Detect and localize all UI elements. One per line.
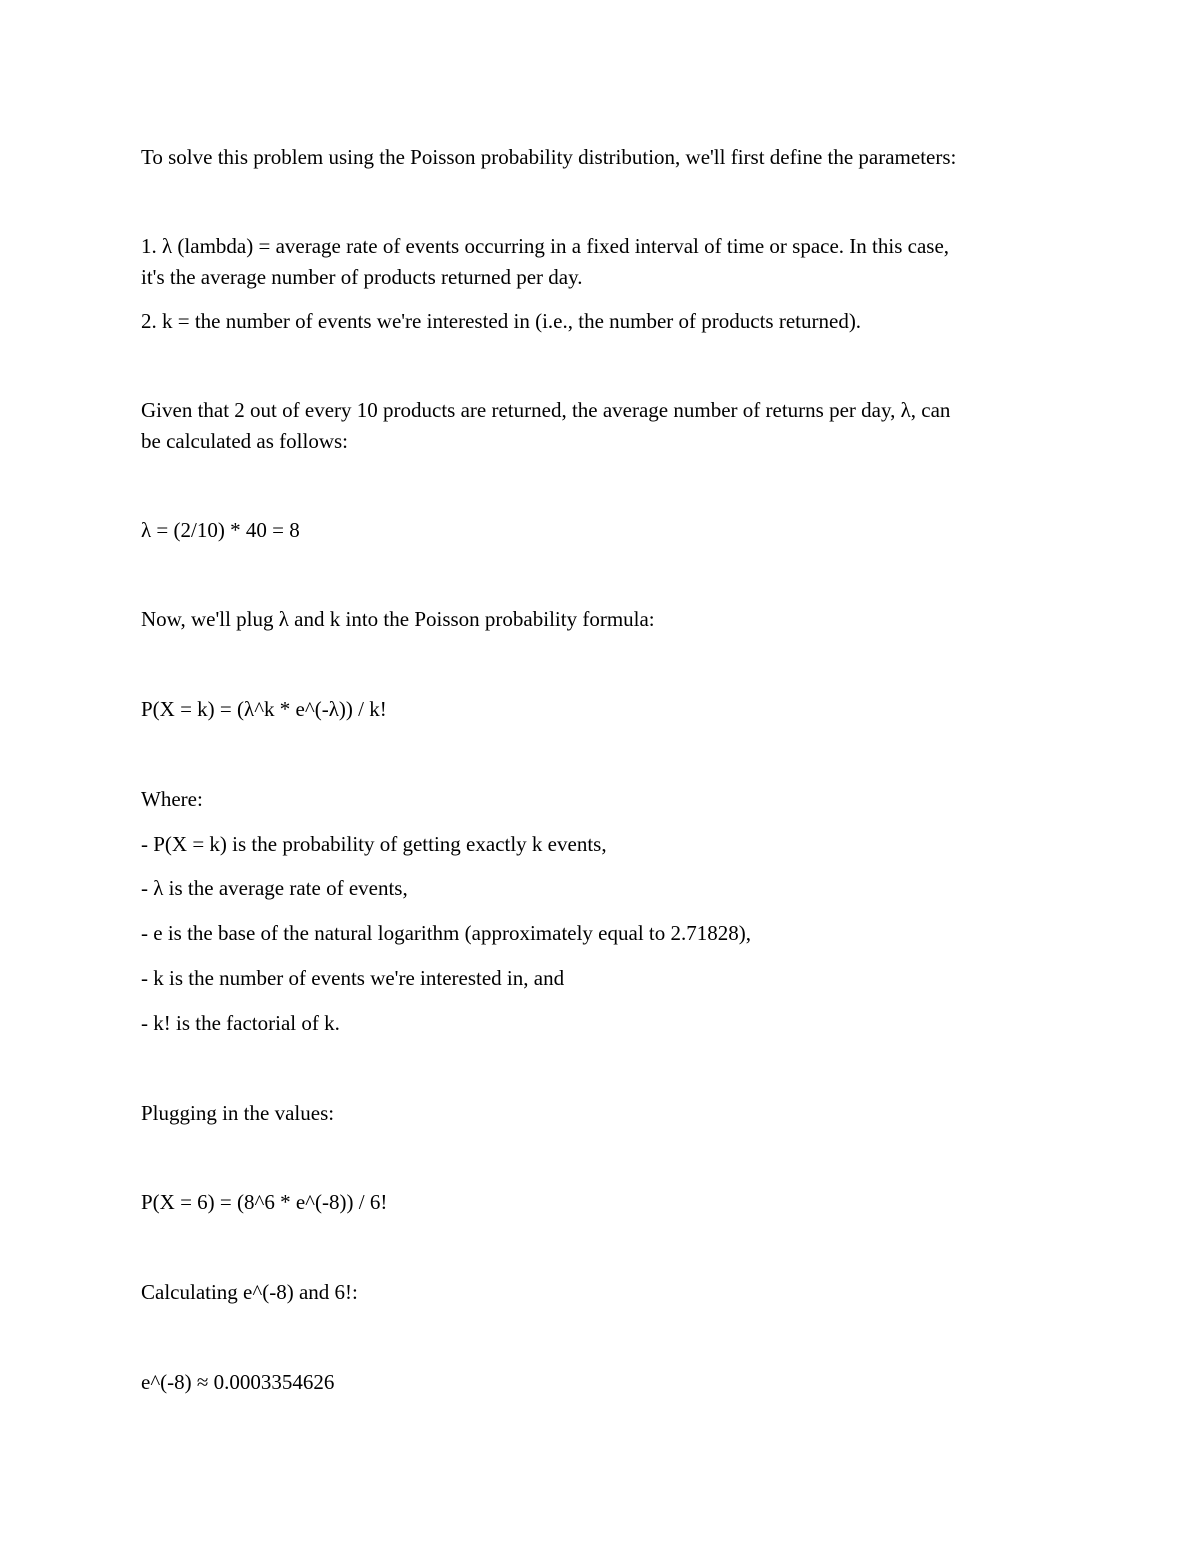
intro-text: To solve this problem using the Poisson probability distribution, we'll first define the parameters: bbox=[141, 145, 957, 169]
parameter-2: 2. k = the number of events we're interested in (i.e., the number of products returned). bbox=[141, 309, 862, 333]
where-heading: Where: bbox=[141, 787, 203, 811]
formula-with-values: P(X = 6) = (8^6 * e^(-8)) / 6! bbox=[141, 1190, 388, 1214]
given-line-1: Given that 2 out of every 10 products are returned, the average number of returns per day, λ, can bbox=[141, 398, 951, 422]
e-value: e^(-8) ≈ 0.0003354626 bbox=[141, 1370, 335, 1394]
lambda-calculation: λ = (2/10) * 40 = 8 bbox=[141, 518, 300, 542]
formula-intro: Now, we'll plug λ and k into the Poisson probability formula: bbox=[141, 607, 655, 631]
calculating-heading: Calculating e^(-8) and 6!: bbox=[141, 1280, 358, 1304]
poisson-formula: P(X = k) = (λ^k * e^(-λ)) / k! bbox=[141, 697, 387, 721]
parameter-1-line-1: 1. λ (lambda) = average rate of events occurring in a fixed interval of time or space. In this case, bbox=[141, 234, 950, 258]
given-line-2: be calculated as follows: bbox=[141, 429, 349, 453]
plugging-heading: Plugging in the values: bbox=[141, 1101, 335, 1125]
where-item: - k is the number of events we're interested in, and bbox=[141, 966, 565, 990]
where-item: - λ is the average rate of events, bbox=[141, 876, 408, 900]
where-item: - e is the base of the natural logarithm (approximately equal to 2.71828), bbox=[141, 921, 751, 945]
where-item: - P(X = k) is the probability of getting exactly k events, bbox=[141, 832, 607, 856]
where-item: - k! is the factorial of k. bbox=[141, 1011, 340, 1035]
parameter-1-line-2: it's the average number of products returned per day. bbox=[141, 265, 583, 289]
